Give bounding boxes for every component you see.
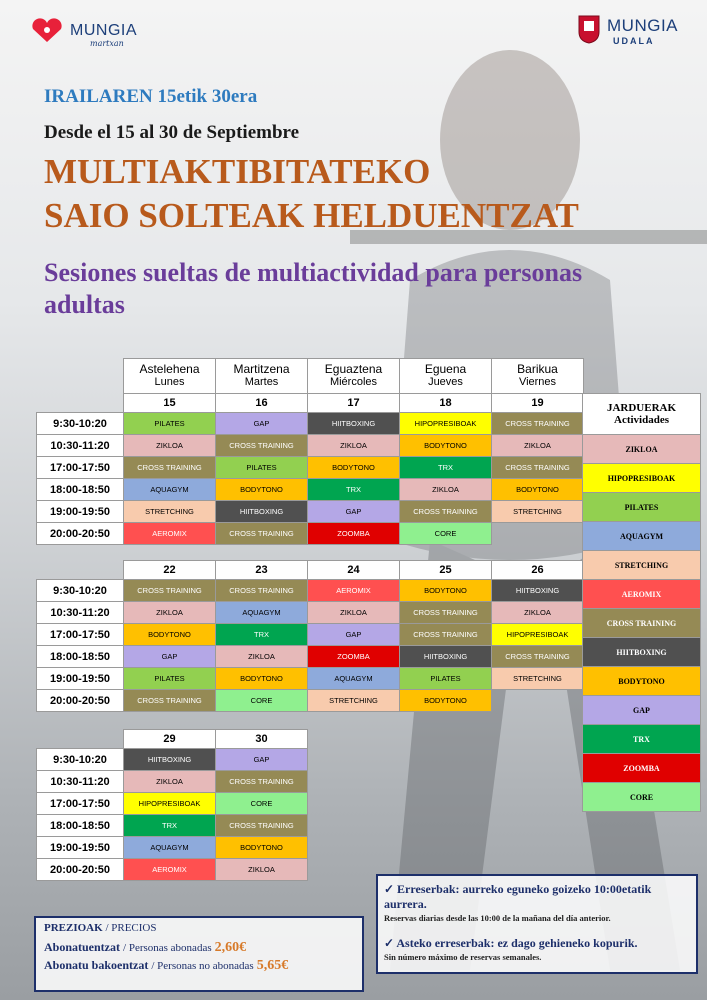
- mungia-udala-logo: [577, 14, 687, 50]
- activity-cell: BODYTONO: [216, 479, 308, 501]
- activity-cell: TRX: [308, 479, 400, 501]
- activity-cell: CROSS TRAINING: [216, 580, 308, 602]
- reservation-rule-weekly: ✓ Asteko erreserbak: ez dago gehieneko kopurik.: [384, 936, 638, 950]
- time-slot: 10:30-11:20: [37, 602, 124, 624]
- activity-cell: CORE: [216, 690, 308, 712]
- activity-cell: ZIKLOA: [124, 435, 216, 457]
- date-cell: 29: [124, 730, 216, 749]
- activity-cell: CROSS TRAINING: [216, 771, 308, 793]
- time-slot: 9:30-10:20: [37, 413, 124, 435]
- day-header: Eguena Jueves: [400, 359, 492, 394]
- activity-cell: CROSS TRAINING: [124, 580, 216, 602]
- legend-item: CROSS TRAINING: [583, 609, 701, 638]
- time-slot: 20:00-20:50: [37, 523, 124, 545]
- time-slot: 20:00-20:50: [37, 690, 124, 712]
- activity-cell: CROSS TRAINING: [492, 646, 584, 668]
- activity-cell: BODYTONO: [400, 690, 492, 712]
- activity-cell: PILATES: [400, 668, 492, 690]
- day-header: Martitzena Martes: [216, 359, 308, 394]
- reservation-rule-daily: ✓ Erreserbak: aurreko eguneko goizeko 10:00etatik aurrera.: [384, 882, 652, 911]
- activity-cell: ZIKLOA: [492, 435, 584, 457]
- activity-cell: AEROMIX: [124, 859, 216, 881]
- legend-item: HIITBOXING: [583, 638, 701, 667]
- time-slot: 19:00-19:50: [37, 501, 124, 523]
- activity-cell: HIITBOXING: [400, 646, 492, 668]
- corner: [37, 730, 124, 749]
- activity-cell: TRX: [400, 457, 492, 479]
- activity-cell: CROSS TRAINING: [492, 457, 584, 479]
- activity-cell: BODYTONO: [124, 624, 216, 646]
- activity-cell: ZIKLOA: [308, 602, 400, 624]
- mungia-martxan-logo: [30, 18, 137, 48]
- legend-item: HIPOPRESIBOAK: [583, 464, 701, 493]
- day-header: Astelehena Lunes: [124, 359, 216, 394]
- date-cell: 25: [400, 561, 492, 580]
- activity-cell: BODYTONO: [216, 837, 308, 859]
- time-slot: 10:30-11:20: [37, 435, 124, 457]
- legend-item: PILATES: [583, 493, 701, 522]
- heart-icon: [30, 18, 64, 44]
- activity-cell: AQUAGYM: [124, 479, 216, 501]
- prices-box: [34, 916, 364, 992]
- main-title-basque: [44, 150, 579, 238]
- schedule-week-3: [36, 729, 308, 881]
- time-slot: 20:00-20:50: [37, 859, 124, 881]
- legend-item: CORE: [583, 783, 701, 812]
- activity-cell: CROSS TRAINING: [492, 413, 584, 435]
- date-cell: 30: [216, 730, 308, 749]
- logo-left-name: MUNGIA: [70, 22, 137, 39]
- date-cell: 19: [492, 394, 584, 413]
- activity-cell: ZOOMBA: [308, 646, 400, 668]
- logo-right-name: MUNGIA: [607, 16, 678, 35]
- date-cell: 16: [216, 394, 308, 413]
- time-slot: 17:00-17:50: [37, 793, 124, 815]
- legend-header: JARDUERAK Actividades: [583, 394, 701, 435]
- reservation-rule-weekly-es: Sin número máximo de reservas semanales.: [384, 952, 542, 962]
- date-cell: 24: [308, 561, 400, 580]
- logo-right-sub: UDALA: [613, 36, 655, 46]
- activity-cell: ZIKLOA: [124, 771, 216, 793]
- reservation-rule-daily-es: Reservas diarias desde las 10:00 de la mañana del día anterior.: [384, 913, 611, 923]
- activity-cell: HIPOPRESIBOAK: [400, 413, 492, 435]
- day-header: Eguaztena Miércoles: [308, 359, 400, 394]
- activity-cell: HIPOPRESIBOAK: [124, 793, 216, 815]
- activity-cell: CROSS TRAINING: [216, 523, 308, 545]
- activity-cell: HIPOPRESIBOAK: [492, 624, 584, 646]
- time-slot: 9:30-10:20: [37, 749, 124, 771]
- activity-cell: CROSS TRAINING: [216, 815, 308, 837]
- corner: [37, 394, 124, 413]
- main-title-line1: MULTIAKTIBITATEKO: [44, 152, 431, 191]
- activity-cell: ZIKLOA: [400, 479, 492, 501]
- activity-cell: TRX: [124, 815, 216, 837]
- activity-cell: AEROMIX: [124, 523, 216, 545]
- legend-item: ZIKLOA: [583, 435, 701, 464]
- date-cell: 22: [124, 561, 216, 580]
- empty-cell: [492, 690, 584, 712]
- schedule-week-2: [36, 560, 584, 712]
- date-cell: 18: [400, 394, 492, 413]
- activity-cell: GAP: [216, 413, 308, 435]
- price-row-non-members: Abonatu bakoentzat / Personas no abonadas 5,65€: [44, 958, 289, 973]
- activity-cell: BODYTONO: [216, 668, 308, 690]
- activity-cell: GAP: [124, 646, 216, 668]
- date-basque: IRAILAREN 15etik 30era: [44, 86, 258, 107]
- time-slot: 19:00-19:50: [37, 668, 124, 690]
- activity-cell: STRETCHING: [308, 690, 400, 712]
- activity-cell: ZIKLOA: [492, 602, 584, 624]
- activity-cell: HIITBOXING: [308, 413, 400, 435]
- activity-cell: BODYTONO: [308, 457, 400, 479]
- activity-cell: CROSS TRAINING: [400, 624, 492, 646]
- activity-cell: HIITBOXING: [492, 580, 584, 602]
- activity-cell: ZOOMBA: [308, 523, 400, 545]
- activity-cell: CROSS TRAINING: [216, 435, 308, 457]
- legend-item: TRX: [583, 725, 701, 754]
- time-slot: 10:30-11:20: [37, 771, 124, 793]
- price-row-members: Abonatuentzat / Personas abonadas 2,60€: [44, 940, 247, 955]
- legend-item: STRETCHING: [583, 551, 701, 580]
- activity-cell: CROSS TRAINING: [400, 501, 492, 523]
- date-spanish: Desde el 15 al 30 de Septiembre: [44, 122, 300, 143]
- date-cell: 15: [124, 394, 216, 413]
- activity-cell: BODYTONO: [400, 580, 492, 602]
- time-slot: 17:00-17:50: [37, 457, 124, 479]
- date-cell: 17: [308, 394, 400, 413]
- legend-item: AEROMIX: [583, 580, 701, 609]
- coat-of-arms-icon: [577, 14, 601, 44]
- activity-cell: AQUAGYM: [124, 837, 216, 859]
- activity-cell: ZIKLOA: [124, 602, 216, 624]
- legend-item: ZOOMBA: [583, 754, 701, 783]
- activity-cell: AEROMIX: [308, 580, 400, 602]
- activity-cell: CROSS TRAINING: [400, 602, 492, 624]
- activity-cell: CROSS TRAINING: [124, 457, 216, 479]
- time-slot: 18:00-18:50: [37, 646, 124, 668]
- activity-cell: ZIKLOA: [308, 435, 400, 457]
- activity-cell: HIITBOXING: [216, 501, 308, 523]
- legend-item: BODYTONO: [583, 667, 701, 696]
- activity-cell: GAP: [308, 624, 400, 646]
- time-slot: 18:00-18:50: [37, 815, 124, 837]
- activity-cell: PILATES: [124, 413, 216, 435]
- main-title-spanish: Sesiones sueltas de multiactividad para personas adultas: [44, 258, 583, 319]
- activity-cell: CROSS TRAINING: [124, 690, 216, 712]
- time-slot: 9:30-10:20: [37, 580, 124, 602]
- activities-legend: [582, 393, 701, 812]
- activity-cell: PILATES: [124, 668, 216, 690]
- empty-cell: [492, 523, 584, 545]
- time-slot: 17:00-17:50: [37, 624, 124, 646]
- activity-cell: CORE: [400, 523, 492, 545]
- logo-left-sub: martxan: [90, 39, 124, 48]
- activity-cell: BODYTONO: [400, 435, 492, 457]
- activity-cell: BODYTONO: [492, 479, 584, 501]
- activity-cell: ZIKLOA: [216, 646, 308, 668]
- date-cell: 23: [216, 561, 308, 580]
- schedule-week-1: [36, 358, 584, 545]
- activity-cell: AQUAGYM: [308, 668, 400, 690]
- time-slot: 18:00-18:50: [37, 479, 124, 501]
- activity-cell: CORE: [216, 793, 308, 815]
- main-title-line2: SAIO SOLTEAK HELDUENTZAT: [44, 196, 579, 235]
- activity-cell: GAP: [216, 749, 308, 771]
- activity-cell: STRETCHING: [492, 668, 584, 690]
- activity-cell: STRETCHING: [492, 501, 584, 523]
- activity-cell: TRX: [216, 624, 308, 646]
- date-cell: 26: [492, 561, 584, 580]
- activity-cell: HIITBOXING: [124, 749, 216, 771]
- activity-cell: GAP: [308, 501, 400, 523]
- day-header: Barikua Viernes: [492, 359, 584, 394]
- time-slot: 19:00-19:50: [37, 837, 124, 859]
- activity-cell: PILATES: [216, 457, 308, 479]
- corner: [37, 359, 124, 394]
- reservations-box: [376, 874, 698, 974]
- activity-cell: ZIKLOA: [216, 859, 308, 881]
- prices-title: PREZIOAK / PRECIOS: [44, 922, 157, 934]
- legend-item: AQUAGYM: [583, 522, 701, 551]
- legend-item: GAP: [583, 696, 701, 725]
- corner: [37, 561, 124, 580]
- activity-cell: AQUAGYM: [216, 602, 308, 624]
- activity-cell: STRETCHING: [124, 501, 216, 523]
